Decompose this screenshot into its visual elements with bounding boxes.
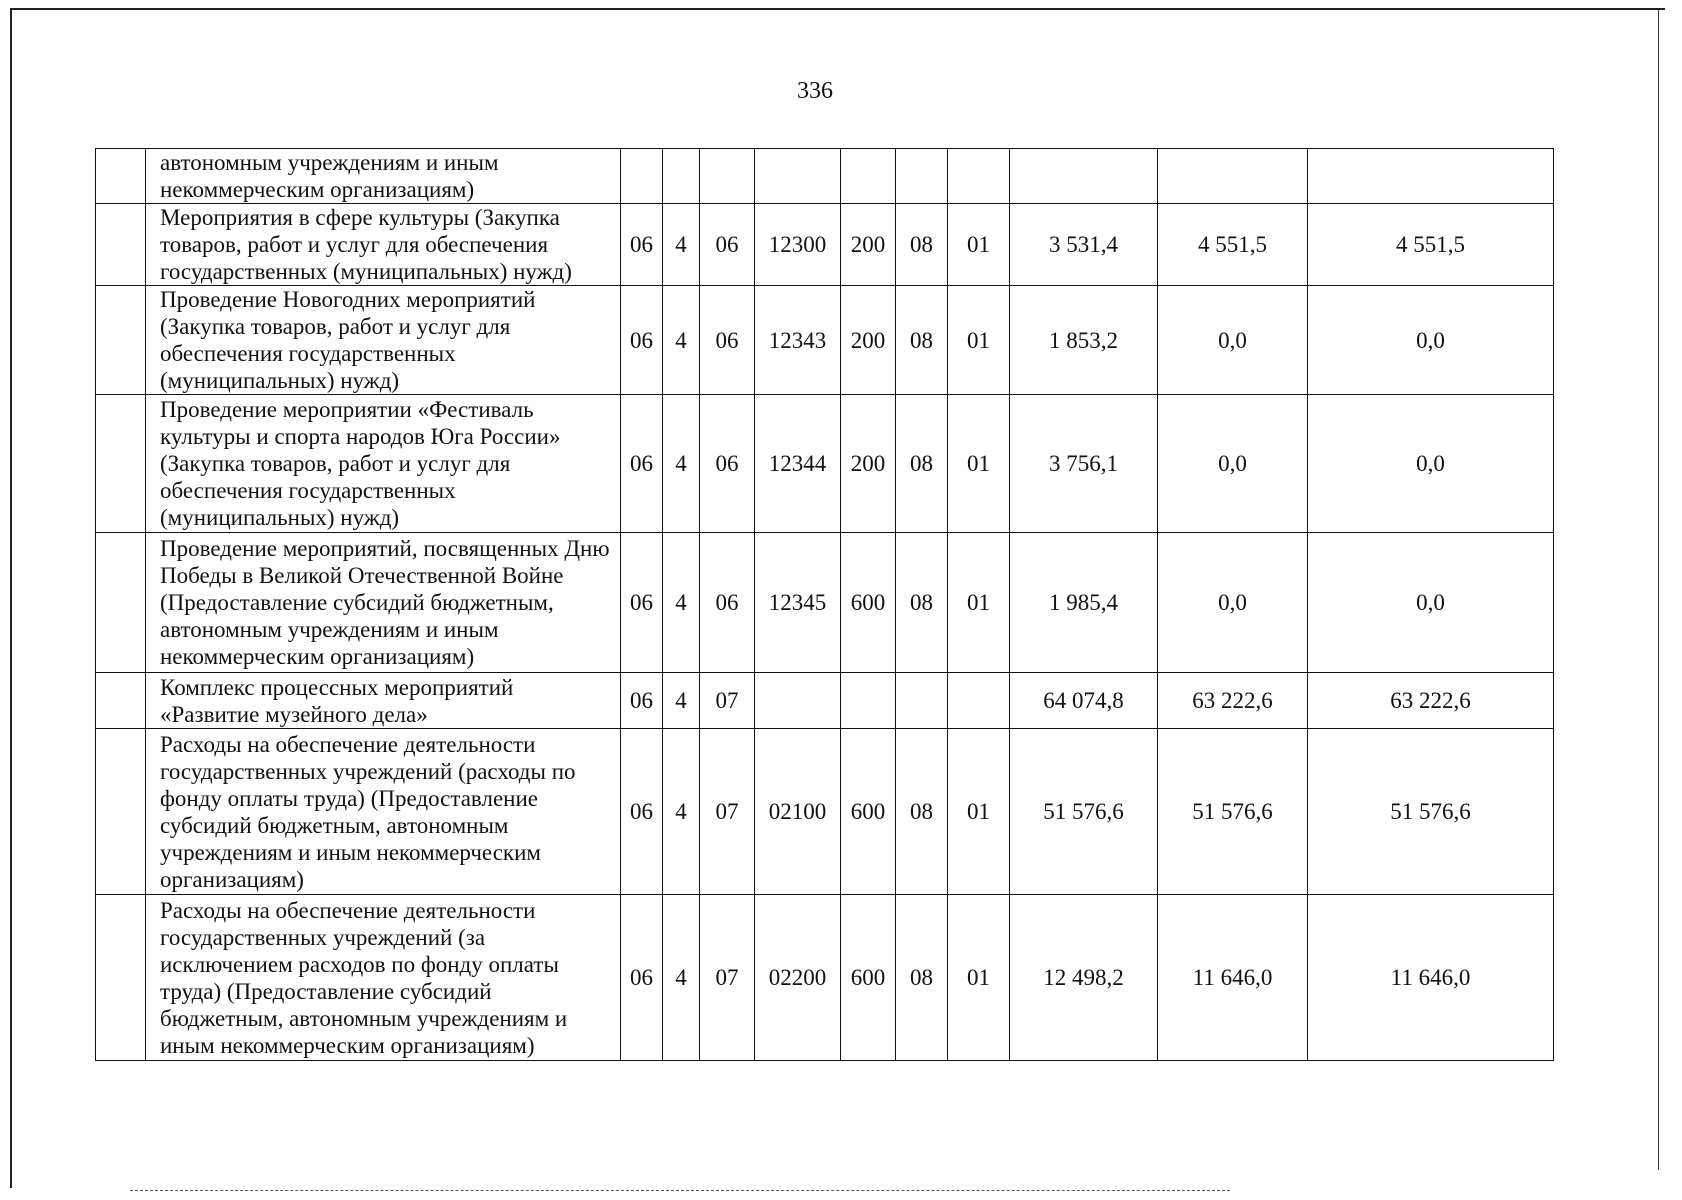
amount-cell: 51 576,6 bbox=[1010, 729, 1158, 895]
amount-cell: 0,0 bbox=[1308, 286, 1554, 395]
code-cell: 4 bbox=[663, 729, 700, 895]
code-cell: 4 bbox=[663, 286, 700, 395]
code-cell: 4 bbox=[663, 204, 700, 286]
row-name: Мероприятия в сфере культуры (Закупка товаров, работ и услуг для обеспечения государственных (муниципальных) нужд) bbox=[146, 204, 621, 286]
code-cell: 06 bbox=[700, 204, 755, 286]
code-cell: 01 bbox=[948, 395, 1010, 533]
table-row bbox=[96, 286, 1554, 395]
amount-cell: 0,0 bbox=[1308, 395, 1554, 533]
code-cell bbox=[621, 149, 663, 204]
amount-cell: 4 551,5 bbox=[1308, 204, 1554, 286]
amount-cell: 3 756,1 bbox=[1010, 395, 1158, 533]
amount-cell: 1 853,2 bbox=[1010, 286, 1158, 395]
scan-right-edge bbox=[1658, 10, 1659, 1170]
amount-cell: 0,0 bbox=[1158, 395, 1308, 533]
code-cell: 06 bbox=[621, 204, 663, 286]
code-cell: 06 bbox=[700, 533, 755, 673]
code-cell: 06 bbox=[621, 895, 663, 1061]
code-cell: 08 bbox=[896, 395, 948, 533]
row-blank-cell bbox=[96, 673, 146, 729]
row-name: Проведение мероприятий, посвященных Дню Победы в Великой Отечественной Войне (Предоставление субсидий бюджетным, автономным учреждениям и иным некоммерческим организациям) bbox=[146, 533, 621, 673]
code-cell: 07 bbox=[700, 673, 755, 729]
row-name: Проведение Новогодних мероприятий (Закупка товаров, работ и услуг для обеспечения государственных (муниципальных) нужд) bbox=[146, 286, 621, 395]
row-blank-cell bbox=[96, 895, 146, 1061]
code-cell: 01 bbox=[948, 729, 1010, 895]
code-cell: 06 bbox=[621, 673, 663, 729]
code-cell: 02100 bbox=[755, 729, 841, 895]
table-row bbox=[96, 729, 1554, 895]
row-blank-cell bbox=[96, 729, 146, 895]
code-cell: 02200 bbox=[755, 895, 841, 1061]
code-cell bbox=[896, 673, 948, 729]
code-cell: 4 bbox=[663, 533, 700, 673]
code-cell: 01 bbox=[948, 204, 1010, 286]
amount-cell: 0,0 bbox=[1158, 533, 1308, 673]
code-cell: 600 bbox=[841, 729, 896, 895]
code-cell bbox=[841, 673, 896, 729]
amount-cell: 3 531,4 bbox=[1010, 204, 1158, 286]
table-row bbox=[96, 533, 1554, 673]
code-cell: 08 bbox=[896, 729, 948, 895]
code-cell: 600 bbox=[841, 895, 896, 1061]
code-cell: 08 bbox=[896, 533, 948, 673]
amount-cell: 12 498,2 bbox=[1010, 895, 1158, 1061]
code-cell: 07 bbox=[700, 895, 755, 1061]
row-name: автономным учреждениям и иным некоммерческим организациям) bbox=[146, 149, 621, 204]
code-cell: 08 bbox=[896, 204, 948, 286]
amount-cell: 63 222,6 bbox=[1308, 673, 1554, 729]
code-cell: 06 bbox=[700, 395, 755, 533]
code-cell bbox=[948, 149, 1010, 204]
table-row bbox=[96, 673, 1554, 729]
code-cell: 12300 bbox=[755, 204, 841, 286]
table-row bbox=[96, 395, 1554, 533]
code-cell: 600 bbox=[841, 533, 896, 673]
code-cell bbox=[948, 673, 1010, 729]
amount-cell: 0,0 bbox=[1308, 533, 1554, 673]
row-name: Расходы на обеспечение деятельности государственных учреждений (расходы по фонду оплаты труда) (Предоставление субсидий бюджетным, автономным учреждениям и иным некоммерческим организациям) bbox=[146, 729, 621, 895]
code-cell: 4 bbox=[663, 395, 700, 533]
code-cell: 08 bbox=[896, 286, 948, 395]
amount-cell: 51 576,6 bbox=[1308, 729, 1554, 895]
amount-cell bbox=[1158, 149, 1308, 204]
table-row bbox=[96, 149, 1554, 204]
code-cell: 12345 bbox=[755, 533, 841, 673]
code-cell: 4 bbox=[663, 895, 700, 1061]
amount-cell: 63 222,6 bbox=[1158, 673, 1308, 729]
row-name: Комплекс процессных мероприятий «Развитие музейного дела» bbox=[146, 673, 621, 729]
code-cell: 12343 bbox=[755, 286, 841, 395]
table-row bbox=[96, 895, 1554, 1061]
code-cell: 4 bbox=[663, 673, 700, 729]
amount-cell: 4 551,5 bbox=[1158, 204, 1308, 286]
row-name: Проведение мероприятии «Фестиваль культуры и спорта народов Юга России» (Закупка товаров, работ и услуг для обеспечения государственных (муниципальных) нужд) bbox=[146, 395, 621, 533]
code-cell bbox=[663, 149, 700, 204]
code-cell: 200 bbox=[841, 286, 896, 395]
code-cell: 200 bbox=[841, 204, 896, 286]
amount-cell: 11 646,0 bbox=[1308, 895, 1554, 1061]
budget-table bbox=[95, 148, 1554, 1061]
amount-cell bbox=[1308, 149, 1554, 204]
row-blank-cell bbox=[96, 204, 146, 286]
scan-bottom-edge bbox=[130, 1190, 1230, 1191]
row-blank-cell bbox=[96, 533, 146, 673]
code-cell: 01 bbox=[948, 533, 1010, 673]
table-row bbox=[96, 204, 1554, 286]
code-cell: 01 bbox=[948, 895, 1010, 1061]
code-cell: 06 bbox=[621, 286, 663, 395]
code-cell: 06 bbox=[700, 286, 755, 395]
code-cell bbox=[755, 673, 841, 729]
amount-cell: 64 074,8 bbox=[1010, 673, 1158, 729]
amount-cell: 1 985,4 bbox=[1010, 533, 1158, 673]
row-blank-cell bbox=[96, 286, 146, 395]
page-number: 336 bbox=[797, 78, 833, 104]
code-cell bbox=[755, 149, 841, 204]
code-cell bbox=[700, 149, 755, 204]
code-cell: 06 bbox=[621, 533, 663, 673]
row-blank-cell bbox=[96, 395, 146, 533]
code-cell: 01 bbox=[948, 286, 1010, 395]
code-cell bbox=[896, 149, 948, 204]
code-cell: 06 bbox=[621, 395, 663, 533]
row-name: Расходы на обеспечение деятельности государственных учреждений (за исключением расходов по фонду оплаты труда) (Предоставление субсидий бюджетным, автономным учреждениям и иным некоммерческим организациям) bbox=[146, 895, 621, 1061]
code-cell: 08 bbox=[896, 895, 948, 1061]
amount-cell: 51 576,6 bbox=[1158, 729, 1308, 895]
code-cell bbox=[841, 149, 896, 204]
code-cell: 07 bbox=[700, 729, 755, 895]
row-blank-cell bbox=[96, 149, 146, 204]
amount-cell: 0,0 bbox=[1158, 286, 1308, 395]
amount-cell bbox=[1010, 149, 1158, 204]
code-cell: 200 bbox=[841, 395, 896, 533]
code-cell: 12344 bbox=[755, 395, 841, 533]
amount-cell: 11 646,0 bbox=[1158, 895, 1308, 1061]
code-cell: 06 bbox=[621, 729, 663, 895]
